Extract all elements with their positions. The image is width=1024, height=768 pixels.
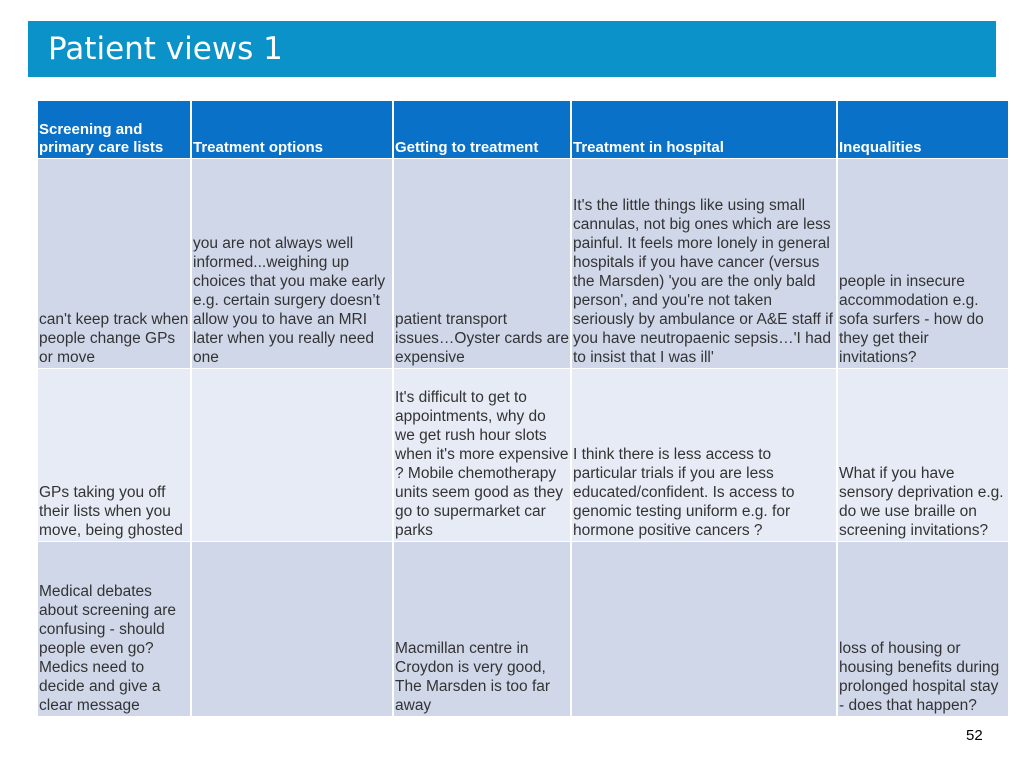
table-row [38,159,1008,368]
table-row [38,542,1008,716]
table-row [38,369,1008,541]
table-cell: people in insecure accommodation e.g. sofa surfers - how do they get their invitations? [838,159,1008,368]
header-treatment-options: Treatment options [192,101,392,158]
table-cell: It's difficult to get to appointments, why do we get rush hour slots when it's more expensive ? Mobile chemotherapy units seem good as they go to supermarket car parks [394,369,570,541]
table-cell: GPs taking you off their lists when you move, being ghosted [38,369,190,541]
table-cell: can't keep track when people change GPs or move [38,159,190,368]
table-cell: loss of housing or housing benefits during prolonged hospital stay - does that happen? [838,542,1008,716]
header-getting-to-treatment: Getting to treatment [394,101,570,158]
table-cell: patient transport issues…Oyster cards are expensive [394,159,570,368]
table-cell [192,369,392,541]
header-screening: Screening and primary care lists [38,101,190,158]
header-inequalities: Inequalities [838,101,1008,158]
table-header-row [38,101,1008,158]
table-cell: What if you have sensory deprivation e.g. do we use braille on screening invitations? [838,369,1008,541]
page-number: 52 [966,727,983,744]
table-cell [572,542,836,716]
slide-title: Patient views 1 [48,31,283,67]
table-cell [192,542,392,716]
table-cell: Medical debates about screening are confusing - should people even go? Medics need to decide and give a clear message [38,542,190,716]
title-bar [28,21,996,77]
table-cell: I think there is less access to particular trials if you are less educated/confident. Is access to genomic testing uniform e.g. for hormone positive cancers ? [572,369,836,541]
table-cell: you are not always well informed...weighing up choices that you make early e.g. certain surgery doesn’t allow you to have an MRI later when you really need one [192,159,392,368]
table-cell: Macmillan centre in Croydon is very good, The Marsden is too far away [394,542,570,716]
table-cell: It's the little things like using small cannulas, not big ones which are less painful. It feels more lonely in general hospitals if you have cancer (versus the Marsden) 'you are the only bald person', and you're not taken seriously by ambulance or A&E staff if you have neutropaenic sepsis…'I had to insist that I was ill' [572,159,836,368]
header-treatment-in-hospital: Treatment in hospital [572,101,836,158]
patient-views-table [36,100,1010,717]
